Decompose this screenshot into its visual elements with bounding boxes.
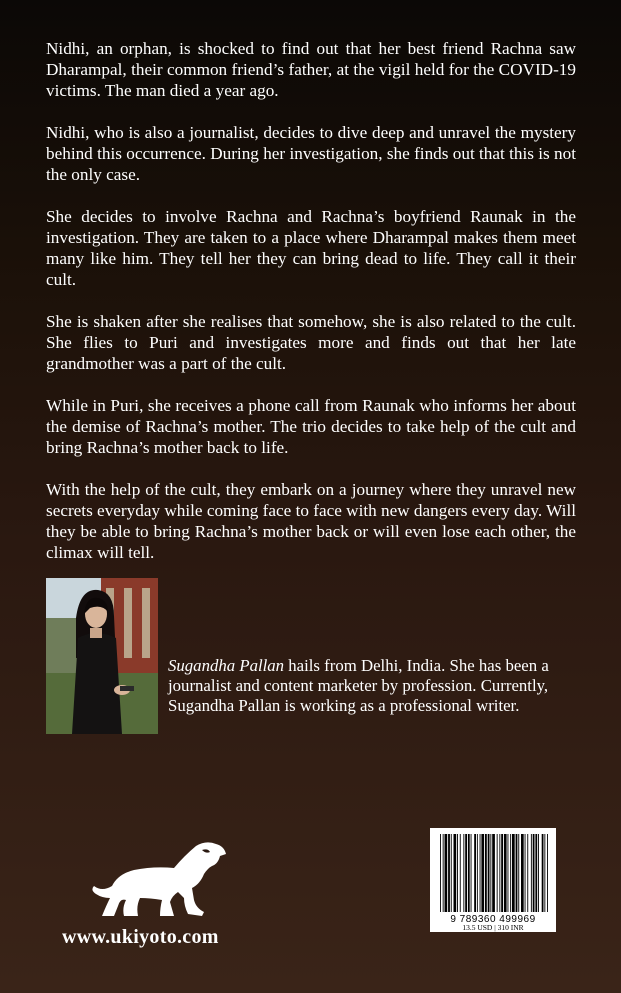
author-photo-illustration: [46, 578, 158, 734]
author-bio-text: hails from Delhi, India. She has been a journalist and content marketer by profession. Currently, Sugandha Pallan is working as a professional writer.: [168, 656, 549, 715]
blurb-paragraph: While in Puri, she receives a phone call from Raunak who informs her about the demise of Rachna’s mother. The trio decides to take help of the cult and bring Rachna’s mother back to life.: [46, 396, 576, 457]
lion-icon: [88, 836, 238, 926]
author-name: Sugandha Pallan: [168, 656, 285, 675]
blurb-paragraph: With the help of the cult, they embark on a journey where they unravel new secrets everyday while coming face to face with new dangers every day. Will they be able to bring Rachna’s mother back or will even lose each other, the climax will tell.: [46, 480, 576, 562]
blurb-paragraph: She is shaken after she realises that somehow, she is also related to the cult. She flies to Puri and investigates more and finds out that her late grandmother was a part of the cult.: [46, 312, 576, 373]
publisher-website[interactable]: www.ukiyoto.com: [62, 926, 219, 948]
isbn-barcode: [430, 828, 556, 932]
barcode-number: 9 789360 499969: [450, 914, 536, 925]
blurb-paragraph: She decides to involve Rachna and Rachna’s boyfriend Raunak in the investigation. They are taken to a place where Dharampal makes them meet many like him. They tell her they can bring dead to life. They call it their cult.: [46, 207, 576, 289]
author-photo: [46, 578, 158, 734]
author-bio: [168, 656, 563, 716]
blurb-paragraph: Nidhi, an orphan, is shocked to find out that her best friend Rachna saw Dharampal, their common friend’s father, at the vigil held for the COVID-19 victims. The man died a year ago.: [46, 39, 576, 100]
barcode-bars: [430, 828, 556, 914]
blurb-paragraph: Nidhi, who is also a journalist, decides to dive deep and unravel the mystery behind this occurrence. During her investigation, she finds out that this is not the only case.: [46, 123, 576, 184]
barcode-price: 13.5 USD | 310 INR: [462, 923, 524, 932]
back-cover-blurb: [46, 38, 576, 584]
